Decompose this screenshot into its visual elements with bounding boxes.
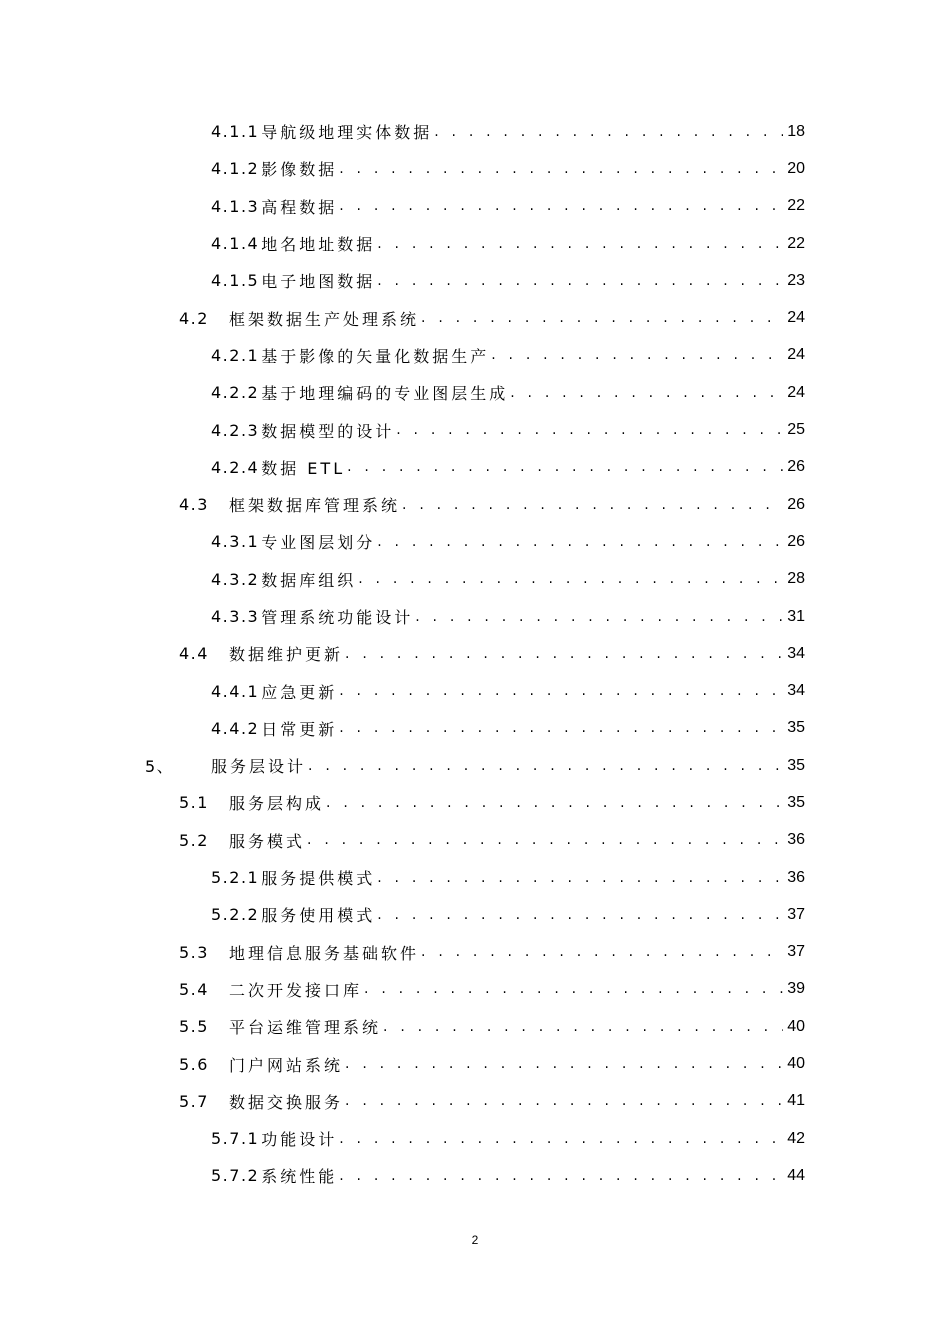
- toc-dot-leader: [510, 385, 783, 401]
- toc-entry[interactable]: [0, 561, 950, 598]
- toc-entry-page: 44: [787, 1166, 805, 1184]
- toc-entry-number: 4.1.4: [211, 234, 260, 254]
- toc-entry[interactable]: [0, 449, 950, 486]
- toc-entry-title: 数据模型的设计: [261, 421, 395, 441]
- toc-entry-page: 39: [787, 980, 805, 998]
- toc-entry-title: 地名地址数据: [261, 235, 376, 255]
- toc-entry-number: 4.2.3: [211, 420, 260, 440]
- toc-entry-number: 4.3: [179, 495, 209, 515]
- toc-entry-title: 数据维护更新: [229, 645, 344, 665]
- toc-entry-page: 24: [787, 309, 805, 327]
- toc-dot-leader: [347, 459, 783, 475]
- toc-entry[interactable]: [0, 1083, 950, 1120]
- toc-entry[interactable]: [0, 299, 950, 336]
- toc-dot-leader: [396, 422, 783, 438]
- toc-entry[interactable]: [0, 859, 950, 896]
- toc-entry-title: 框架数据生产处理系统: [229, 309, 420, 329]
- toc-dot-leader: [339, 1131, 783, 1147]
- toc-entry-page: 22: [787, 234, 805, 252]
- toc-entry-number: 4.1.2: [211, 159, 260, 179]
- toc-entry[interactable]: [0, 1008, 950, 1045]
- toc-entry-title: 日常更新: [261, 719, 338, 739]
- toc-entry-number: 4.3.3: [211, 607, 260, 626]
- toc-entry-number: 5.2.1: [211, 868, 260, 888]
- page-number: 2: [471, 1233, 479, 1247]
- toc-dot-leader: [377, 236, 783, 252]
- toc-entry-page: 36: [787, 868, 805, 886]
- toc-entry-title: 框架数据库管理系统: [229, 496, 401, 516]
- toc-entry-number: 4.2.1: [211, 345, 260, 365]
- toc-entry[interactable]: [0, 635, 950, 672]
- toc-dot-leader: [383, 1019, 783, 1035]
- toc-entry[interactable]: [0, 262, 950, 299]
- toc-entry[interactable]: [0, 1045, 950, 1082]
- toc-entry-number: 5.2.2: [211, 905, 260, 925]
- toc-entry-number: 5.7.2: [211, 1166, 260, 1186]
- toc-entry-number: 5.5: [179, 1017, 209, 1037]
- toc-entry-page: 26: [787, 532, 805, 550]
- toc-entry-number: 4.4: [179, 644, 209, 664]
- toc-dot-leader: [377, 273, 783, 289]
- toc-dot-leader: [339, 720, 783, 736]
- toc-dot-leader: [377, 907, 783, 923]
- toc-entry-title: 平台运维管理系统: [229, 1018, 382, 1038]
- toc-dot-leader: [339, 683, 783, 699]
- toc-entry[interactable]: [0, 150, 950, 187]
- toc-entry[interactable]: [0, 747, 950, 784]
- toc-entry-title: 电子地图数据: [261, 272, 376, 292]
- toc-entry-title: 门户网站系统: [229, 1055, 344, 1075]
- toc-entry[interactable]: [0, 523, 950, 560]
- toc-entry-page: 28: [787, 570, 805, 588]
- toc-dot-leader: [339, 198, 783, 214]
- toc-entry-title: 基于影像的矢量化数据生产: [261, 346, 490, 366]
- toc-entry-page: 42: [787, 1129, 805, 1147]
- toc-entry-number: 5.2: [179, 830, 209, 850]
- toc-dot-leader: [434, 124, 783, 140]
- toc-entry-page: 18: [787, 122, 805, 140]
- toc-entry-page: 25: [787, 421, 805, 439]
- toc-entry[interactable]: [0, 225, 950, 262]
- toc-entry[interactable]: [0, 374, 950, 411]
- toc-entry-title: 服务层构成: [229, 794, 325, 814]
- toc-entry[interactable]: [0, 971, 950, 1008]
- toc-entry-title: 影像数据: [261, 160, 338, 180]
- toc-dot-leader: [308, 758, 783, 774]
- toc-entry-title: 数据交换服务: [229, 1092, 344, 1112]
- toc-entry-number: 4.4.1: [211, 681, 260, 701]
- toc-entry-title: 服务使用模式: [261, 906, 376, 926]
- toc-entry-page: 26: [787, 458, 805, 476]
- toc-entry-number: 4.1.1: [211, 122, 260, 142]
- toc-entry[interactable]: [0, 337, 950, 374]
- toc-entry-page: 23: [787, 271, 805, 289]
- toc-dot-leader: [345, 1056, 783, 1072]
- toc-entry-title: 管理系统功能设计: [261, 608, 414, 627]
- toc-entry-page: 22: [787, 197, 805, 215]
- toc-entry-page: 24: [787, 346, 805, 364]
- toc-entry-title: 地理信息服务基础软件: [229, 943, 420, 963]
- toc-entry-title: 功能设计: [261, 1130, 338, 1150]
- toc-dot-leader: [339, 161, 783, 177]
- toc-entry-number: 5.6: [179, 1054, 209, 1074]
- toc-entry-number: 4.1.3: [211, 196, 260, 216]
- toc-entry-number: 5、: [145, 757, 175, 777]
- toc-entry-number: 4.3.2: [211, 569, 260, 589]
- toc-entry-number: 4.1.5: [211, 271, 260, 291]
- toc-dot-leader: [415, 609, 783, 625]
- toc-entry-page: 37: [787, 905, 805, 923]
- toc-entry-page: 35: [787, 719, 805, 737]
- toc-entry-page: 40: [787, 1017, 805, 1035]
- toc-dot-leader: [421, 310, 783, 326]
- toc-entry[interactable]: [0, 188, 950, 225]
- toc-entry-page: 37: [787, 943, 805, 961]
- toc-entry[interactable]: [0, 486, 950, 523]
- toc-entry-number: 4.2.2: [211, 383, 260, 403]
- toc-entry-number: 5.7.1: [211, 1129, 260, 1149]
- toc-entry-page: 40: [787, 1055, 805, 1073]
- toc-dot-leader: [377, 534, 783, 550]
- toc-entry[interactable]: [0, 1157, 950, 1194]
- toc-dot-leader: [364, 981, 783, 997]
- toc-entry-number: 4.2.4: [211, 457, 260, 477]
- toc-entry-title: 应急更新: [261, 682, 338, 702]
- toc-entry-title: 导航级地理实体数据: [261, 123, 433, 143]
- toc-entry-title: 服务层设计: [211, 757, 307, 777]
- toc-dot-leader: [345, 646, 783, 662]
- toc-entry-title: 高程数据: [261, 197, 338, 217]
- toc-dot-leader: [402, 497, 783, 513]
- toc-dot-leader: [358, 571, 783, 587]
- toc-entry[interactable]: [0, 411, 950, 448]
- toc-dot-leader: [326, 795, 783, 811]
- toc-entry-title: 系统性能: [261, 1167, 338, 1187]
- toc-dot-leader: [345, 1093, 783, 1109]
- toc-entry[interactable]: [0, 822, 950, 859]
- toc-entry-page: 35: [787, 793, 805, 811]
- toc-dot-leader: [339, 1168, 783, 1184]
- toc-dot-leader: [491, 347, 783, 363]
- toc-entry-title: 二次开发接口库: [229, 980, 363, 1000]
- toc-entry-title: 数据库组织: [261, 570, 357, 590]
- toc-entry-page: 24: [787, 383, 805, 401]
- toc-entry-number: 5.7: [179, 1091, 209, 1111]
- toc-entry[interactable]: [0, 672, 950, 709]
- toc-dot-leader: [377, 870, 783, 886]
- toc-entry-number: 4.4.2: [211, 718, 260, 738]
- toc-entry-title: 服务提供模式: [261, 869, 376, 889]
- toc-entry[interactable]: [0, 598, 950, 635]
- toc-entry-page: 26: [787, 495, 805, 513]
- toc-entry[interactable]: [0, 1120, 950, 1157]
- toc-entry-title: 基于地理编码的专业图层生成: [261, 384, 509, 404]
- toc-entry-number: 5.1: [179, 793, 209, 813]
- toc-entry[interactable]: [0, 896, 950, 933]
- toc-entry-page: 31: [787, 607, 805, 625]
- toc-entry-number: 4.3.1: [211, 532, 260, 552]
- toc-entry-number: 5.4: [179, 979, 209, 999]
- toc-entry-title: 专业图层划分: [261, 533, 376, 553]
- toc-entry-page: 41: [787, 1092, 805, 1110]
- toc-entry-page: 34: [787, 682, 805, 700]
- toc-entry-title: 数据 ETL: [261, 458, 346, 478]
- toc-entry[interactable]: [0, 710, 950, 747]
- toc-entry-page: 36: [787, 831, 805, 849]
- toc-entry[interactable]: [0, 113, 950, 150]
- toc-entry-page: 35: [787, 756, 805, 774]
- toc-dot-leader: [307, 832, 783, 848]
- toc-entry[interactable]: [0, 934, 950, 971]
- toc-entry-number: 4.2: [179, 308, 209, 328]
- toc-entry-page: 20: [787, 159, 805, 177]
- toc-entry-number: 5.3: [179, 942, 209, 962]
- table-of-contents: [0, 113, 950, 1195]
- toc-dot-leader: [421, 944, 783, 960]
- toc-entry-title: 服务模式: [229, 831, 306, 851]
- toc-entry-page: 34: [787, 644, 805, 662]
- toc-entry[interactable]: [0, 784, 950, 821]
